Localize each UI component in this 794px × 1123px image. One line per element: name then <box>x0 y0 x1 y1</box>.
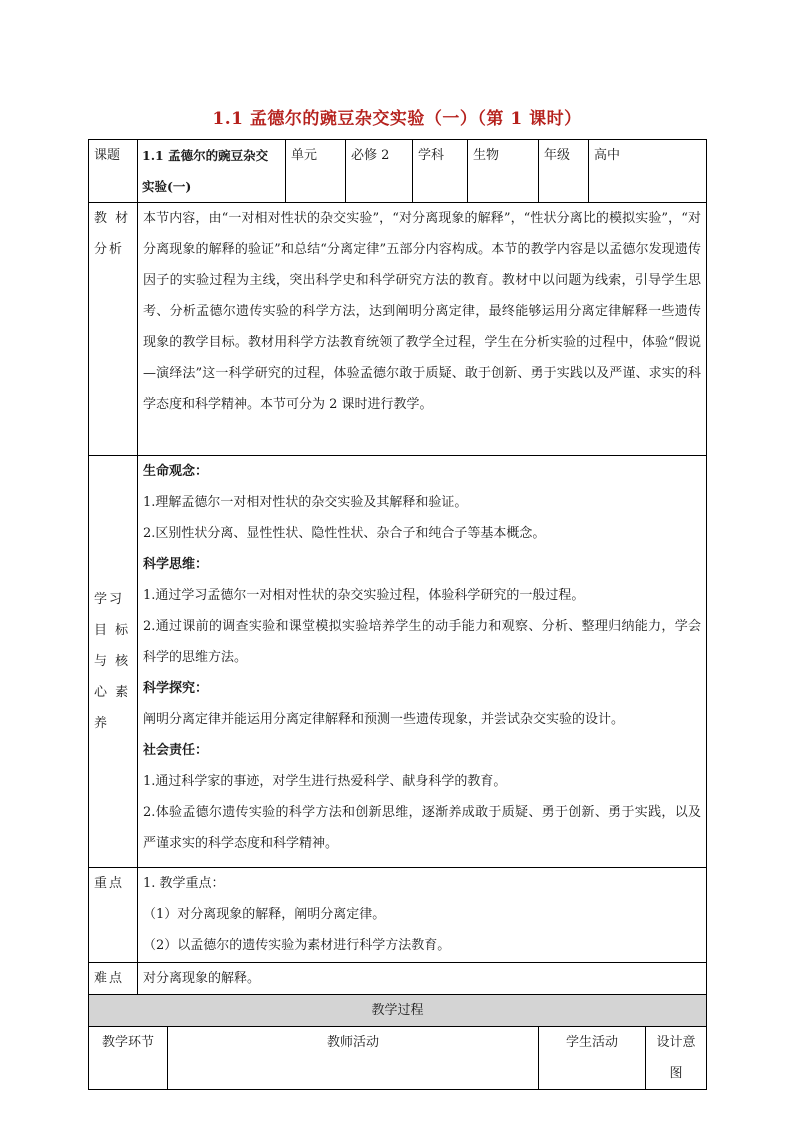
process-col-teacher: 教师活动 <box>168 1027 539 1090</box>
subject-value: 生物 <box>468 140 539 203</box>
difficulty-label: 难点 <box>89 963 138 995</box>
scientific-inquiry-heading: 科学探究： <box>143 681 209 696</box>
process-columns-row <box>89 1027 707 1090</box>
scientific-thinking-item-2: 2.通过课前的调查实验和课堂模拟实验培养学生的动手能力和观察、分析、整理归纳能力，学会科学的思维方法。 <box>143 619 702 665</box>
difficulty-text: 对分离现象的解释。 <box>138 963 707 995</box>
objectives-content <box>138 456 707 868</box>
analysis-row <box>89 203 707 456</box>
scientific-thinking-item-1: 1.通过学习孟德尔一对相对性状的杂交实验过程，体验科学研究的一般过程。 <box>143 588 585 603</box>
grade-value: 高中 <box>589 140 707 203</box>
key-points-row <box>89 868 707 963</box>
life-concept-item-2: 2.区别性状分离、显性性状、隐性性状、杂合子和纯合子等基本概念。 <box>143 526 546 541</box>
key-points-content <box>138 868 707 963</box>
subject-label: 学科 <box>413 140 468 203</box>
lesson-plan-table <box>88 139 707 1090</box>
process-heading: 教学过程 <box>89 995 707 1027</box>
objectives-row <box>89 456 707 868</box>
objectives-label <box>89 456 138 868</box>
process-col-intent: 设计意图 <box>646 1027 707 1090</box>
key-points-item-2: （2）以孟德尔的遗传实验为素材进行科学方法教育。 <box>143 938 451 953</box>
key-points-heading: 1. 教学重点： <box>143 876 225 891</box>
objectives-label-line-4: 心 素 <box>94 685 131 700</box>
grade-label: 年级 <box>539 140 589 203</box>
topic-value: 1.1 孟德尔的豌豆杂交实验(一) <box>138 140 286 203</box>
scientific-inquiry-item-1: 阐明分离定律并能运用分离定律解释和预测一些遗传现象，并尝试杂交实验的设计。 <box>143 712 625 727</box>
scientific-thinking-heading: 科学思维： <box>143 557 209 572</box>
analysis-label <box>89 203 138 456</box>
page-title: 1.1 孟德尔的豌豆杂交实验（一）（第 1 课时） <box>212 109 582 129</box>
social-responsibility-item-1: 1.通过科学家的事迹，对学生进行热爱科学、献身科学的教育。 <box>143 774 507 789</box>
objectives-label-line-5: 养 <box>94 716 110 731</box>
topic-label: 课题 <box>89 140 138 203</box>
objectives-label-line-1: 学习 <box>94 592 125 607</box>
unit-value: 必修 2 <box>346 140 413 203</box>
key-points-label: 重点 <box>89 868 138 963</box>
process-col-student: 学生活动 <box>539 1027 646 1090</box>
difficulty-row <box>89 963 707 995</box>
process-heading-row <box>89 995 707 1027</box>
analysis-text: 本节内容，由“一对相对性状的杂交实验”，“对分离现象的解释”，“性状分离比的模拟实验”，“对分离现象的解释的验证”和总结“分离定律”五部分内容构成。本节的教学内容是以孟德尔发现遗传因子的实验过程为主线，突出科学史和科学研究方法的教育。教材中以问题为线索，引导学生思考、分析孟德尔遗传实验的科学方法，达到阐明分离定律，最终能够运用分离定律解释一些遗传现象的教学目标。教材用科学方法教育统领了教学全过程，学生在分析实验的过程中，体验“假说—演绎法”这一科学研究的过程，体验孟德尔敢于质疑、敢于创新、勇于实践以及严谨、求实的科学态度和科学精神。本节可分为 2 课时进行教学。 <box>138 203 707 456</box>
analysis-label-line-2: 分析 <box>94 242 125 257</box>
unit-label: 单元 <box>286 140 346 203</box>
objectives-label-line-3: 与 核 <box>94 654 131 669</box>
life-concept-heading: 生命观念： <box>143 464 209 479</box>
objectives-label-line-2: 目 标 <box>94 623 131 638</box>
social-responsibility-heading: 社会责任： <box>143 743 209 758</box>
header-row <box>89 140 707 203</box>
key-points-item-1: （1）对分离现象的解释，阐明分离定律。 <box>143 907 386 922</box>
analysis-label-line-1: 教 材 <box>94 211 131 226</box>
social-responsibility-item-2: 2.体验孟德尔遗传实验的科学方法和创新思维，逐渐养成敢于质疑、勇于创新、勇于实践，以及严谨求实的科学态度和科学精神。 <box>143 805 702 851</box>
process-col-stage: 教学环节 <box>89 1027 168 1090</box>
life-concept-item-1: 1.理解孟德尔一对相对性状的杂交实验及其解释和验证。 <box>143 495 468 510</box>
